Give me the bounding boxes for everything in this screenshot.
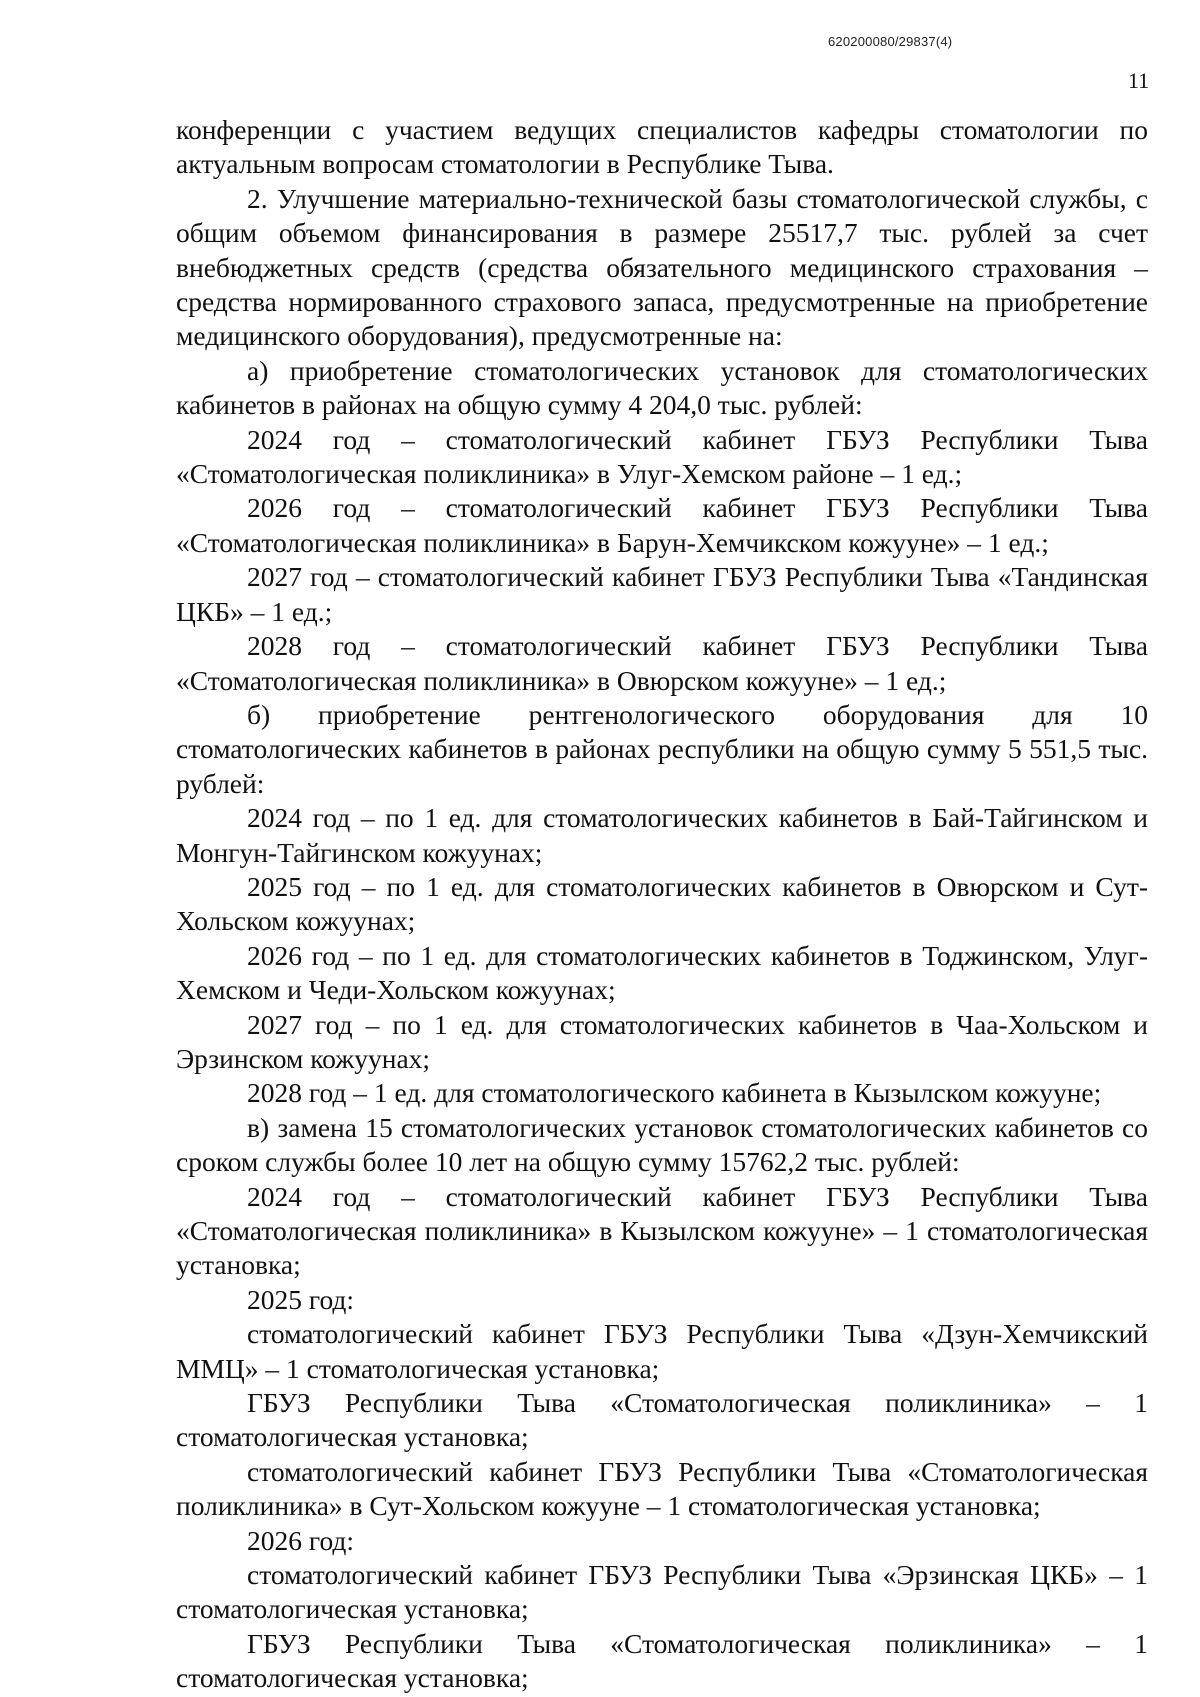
paragraph-v-2024: 2024 год – стоматологический кабинет ГБУЗ Республики Тыва «Стоматологическая поликлиника» в Кызылском кожууне» – 1 стоматологическая установка; <box>176 1180 1148 1281</box>
paragraph-item-2: 2. Улучшение материально-технической базы стоматологической службы, с общим объемом финансирования в размере 25517,7 тыс. рублей за счет внебюджетных средств (средства обязательного медицинского страхования – средства нормированного страхового запаса, предусмотренные на приобретение медицинского оборудования), предусмотренные на: <box>176 182 1148 352</box>
paragraph-v-2025-item: стоматологический кабинет ГБУЗ Республики Тыва «Стоматологическая поликлиника» в Сут-Хольском кожууне – 1 стоматологическая установка; <box>176 1455 1148 1522</box>
paragraph-subitem-v: в) замена 15 стоматологических установок стоматологических кабинетов со сроком службы более 10 лет на общую сумму 15762,2 тыс. рублей: <box>176 1111 1148 1178</box>
paragraph-a-2026: 2026 год – стоматологический кабинет ГБУЗ Республики Тыва «Стоматологическая поликлиника» в Барун-Хемчикском кожууне» – 1 ед.; <box>176 492 1148 558</box>
paragraph-continuation: конференции с участием ведущих специалистов кафедры стоматологии по актуальным вопросам стоматологии в Республике Тыва. <box>176 114 1148 180</box>
paragraph-v-2025-heading: 2025 год: <box>247 1283 355 1315</box>
paragraph-a-2027: 2027 год – стоматологический кабинет ГБУЗ Республики Тыва «Тандинская ЦКБ» – 1 ед.; <box>176 561 1148 627</box>
paragraph-b-2025: 2025 год – по 1 ед. для стоматологических кабинетов в Овюрском и Сут-Хольском кожуунах; <box>176 870 1148 937</box>
paragraph-v-2025-item: стоматологический кабинет ГБУЗ Республики Тыва «Дзун-Хемчикский ММЦ» – 1 стоматологическая установка; <box>176 1318 1148 1384</box>
paragraph-subitem-b: б) приобретение рентгенологического оборудования для 10 стоматологических кабинетов в районах республики на общую сумму 5 551,5 тыс. рублей: <box>176 698 1148 799</box>
paragraph-subitem-a: а) приобретение стоматологических установок для стоматологических кабинетов в районах на общую сумму 4 204,0 тыс. рублей: <box>176 354 1148 421</box>
document-body <box>176 113 1148 1696</box>
paragraph-v-2025-item: ГБУЗ Республики Тыва «Стоматологическая поликлиника» – 1 стоматологическая установка; <box>176 1387 1148 1453</box>
paragraph-v-2026-heading: 2026 год: <box>247 1524 355 1556</box>
paragraph-a-2028: 2028 год – стоматологический кабинет ГБУЗ Республики Тыва «Стоматологическая поликлиника» в Овюрском кожууне» – 1 ед.; <box>176 630 1148 696</box>
paragraph-b-2028: 2028 год – 1 ед. для стоматологического кабинета в Кызылском кожууне; <box>247 1077 1102 1109</box>
paragraph-a-2024: 2024 год – стоматологический кабинет ГБУЗ Республики Тыва «Стоматологическая поликлиника» в Улуг-Хемском районе – 1 ед.; <box>176 423 1148 490</box>
paragraph-v-2026-item: стоматологический кабинет ГБУЗ Республики Тыва «Эрзинская ЦКБ» – 1 стоматологическая установка; <box>176 1559 1148 1625</box>
page-number: 11 <box>1128 68 1150 93</box>
paragraph-v-2026-item: ГБУЗ Республики Тыва «Стоматологическая поликлиника» – 1 стоматологическая установка; <box>176 1627 1148 1694</box>
paragraph-b-2024: 2024 год – по 1 ед. для стоматологических кабинетов в Бай-Тайгинском и Монгун-Тайгинском кожуунах; <box>176 802 1148 868</box>
paragraph-b-2026: 2026 год – по 1 ед. для стоматологических кабинетов в Тоджинском, Улуг-Хемском и Чеди-Хольском кожуунах; <box>176 939 1148 1006</box>
document-registration-number: 620200080/29837(4) <box>828 34 953 49</box>
paragraph-b-2027: 2027 год – по 1 ед. для стоматологических кабинетов в Чаа-Хольском и Эрзинском кожуунах; <box>176 1008 1148 1074</box>
